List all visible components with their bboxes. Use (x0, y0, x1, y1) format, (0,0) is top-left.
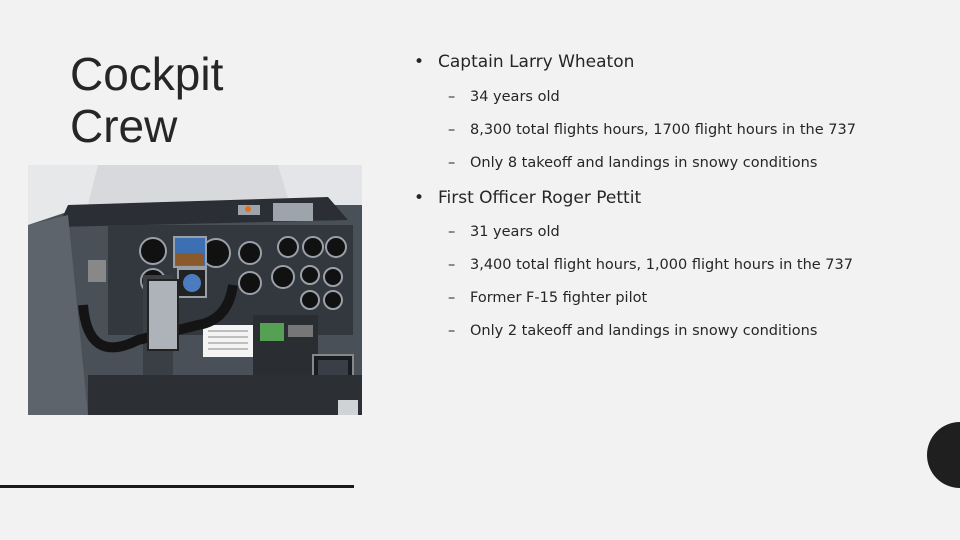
slide-title (70, 48, 330, 152)
dash-glyph: – (448, 323, 456, 339)
first-officer-detail: Former F-15 fighter pilot (470, 290, 648, 306)
dash-glyph: – (448, 89, 456, 105)
bullet-first-officer (414, 188, 641, 208)
sub-bullet (448, 155, 817, 171)
dash-glyph: – (448, 257, 456, 273)
dash-glyph: – (448, 290, 456, 306)
bullet-glyph: • (414, 52, 425, 72)
captain-name: Captain Larry Wheaton (438, 52, 635, 72)
captain-detail: Only 8 takeoff and landings in snowy conditions (470, 155, 818, 171)
sub-bullet (448, 290, 647, 306)
sub-bullet (448, 224, 560, 240)
dash-glyph: – (448, 122, 456, 138)
cockpit-photo (28, 165, 362, 415)
title-line-2: Crew (70, 100, 178, 152)
captain-detail: 8,300 total flights hours, 1700 flight hours in the 737 (470, 122, 856, 138)
dash-glyph: – (448, 155, 456, 171)
sub-bullet (448, 323, 817, 339)
sub-bullet (448, 257, 853, 273)
first-officer-name: First Officer Roger Pettit (438, 188, 642, 208)
first-officer-detail: Only 2 takeoff and landings in snowy conditions (470, 323, 818, 339)
first-officer-detail: 31 years old (470, 224, 560, 240)
first-officer-detail: 3,400 total flight hours, 1,000 flight hours in the 737 (470, 257, 853, 273)
bottom-divider-line (0, 485, 354, 488)
sub-bullet (448, 89, 560, 105)
cockpit-illustration (28, 165, 362, 415)
sub-bullet (448, 122, 856, 138)
captain-detail: 34 years old (470, 89, 560, 105)
title-line-1: Cockpit (70, 48, 224, 100)
dash-glyph: – (448, 224, 456, 240)
bullet-captain (414, 52, 634, 72)
decorative-circle (927, 422, 960, 488)
bullet-glyph: • (414, 188, 425, 208)
